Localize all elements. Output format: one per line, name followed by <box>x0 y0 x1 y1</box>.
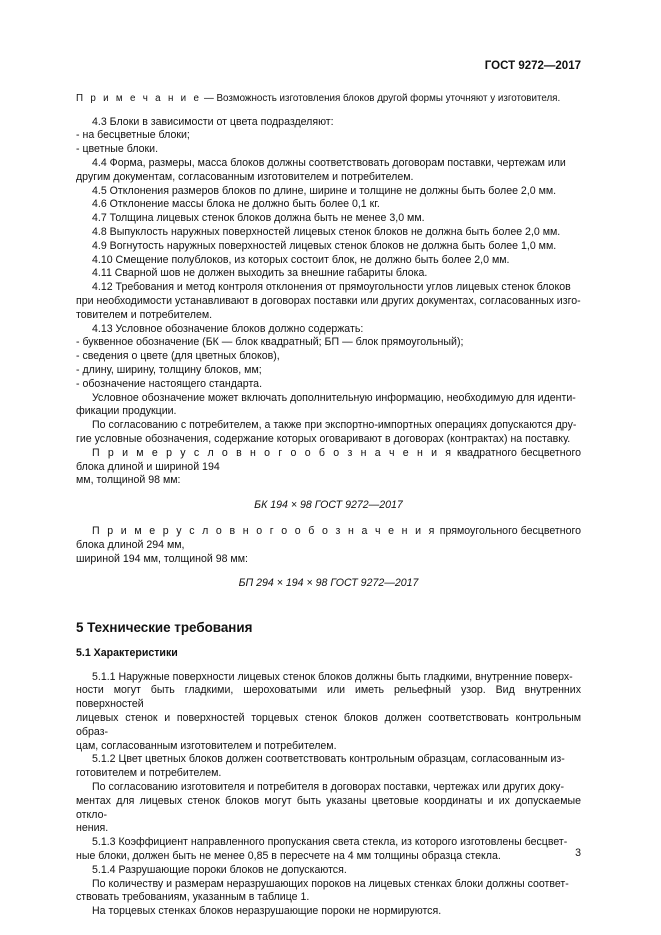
para-4-5: 4.5 Отклонения размеров блоков по длине, ширине и толщине не должны быть более 2,0 мм. <box>92 184 557 197</box>
subsection-5-1-title: 5.1 Характеристики <box>76 646 178 659</box>
para-5-1-4-line3: ствовать требованиям, указанным в таблице 1. <box>76 891 310 904</box>
example-2-formula: БП 294 × 194 × 98 ГОСТ 9272—2017 <box>238 577 419 590</box>
document-code: ГОСТ 9272—2017 <box>484 60 581 72</box>
para-4-15-line1: По согласованию с потребителем, а также при экспортно-импортных операциях допускаются дру- <box>92 419 577 432</box>
list-item-4-13-b: - сведения о цвете (для цветных блоков), <box>76 350 280 363</box>
list-item-4-13-d: - обозначение настоящего стандарта. <box>76 377 263 390</box>
example-2-text: прямоугольного бесцветного блока длиной 294 мм, <box>76 524 581 551</box>
para-5-1-2-line4: ментах для лицевых стенок блоков могут быть указаны цветовые координаты и их допускаемые откло- <box>76 794 581 821</box>
note-label: П р и м е ч а н и е <box>76 92 202 104</box>
example-2-label: П р и м е р у с л о в н о г о о б о з н а ч е н и я <box>92 524 437 537</box>
note-text: — Возможность изготовления блоков другой формы уточняют у изготовителя. <box>201 92 561 104</box>
para-4-4-line2: другим документам, согласованным изготовителем и потребителем. <box>76 170 414 183</box>
para-5-1-1-line2: ности могут быть гладкими, шероховатыми или иметь рельефный узор. Вид внутренних поверхностей <box>76 684 581 711</box>
list-item-4-13-a: - буквенное обозначение (БК — блок квадратный; БП — блок прямоугольный); <box>76 336 464 349</box>
para-4-7: 4.7 Толщина лицевых стенок блоков должна быть не менее 3,0 мм. <box>92 212 425 225</box>
para-4-14-line1: Условное обозначение может включать дополнительную информацию, необходимую для иденти- <box>92 391 576 404</box>
para-4-12-line3: товителем и потребителем. <box>76 308 213 321</box>
para-5-1-1-line1: 5.1.1 Наружные поверхности лицевых стенок блоков должны быть гладкими, внутренние поверх- <box>92 670 573 683</box>
example-1-text: квадратного бесцветного блока длиной и шириной 194 <box>76 446 581 473</box>
para-4-6: 4.6 Отклонение массы блока не должно быть более 0,1 кг. <box>92 198 380 211</box>
para-4-14-line2: фикации продукции. <box>76 405 177 418</box>
para-4-12-line1: 4.12 Требования и метод контроля отклонения от прямоугольности углов лицевых стенок блоков <box>92 281 571 294</box>
para-5-1-4-line2: По количеству и размерам неразрушающих пороков на лицевых стенках блоки должны соответ- <box>92 877 569 890</box>
para-5-1-2-line5: нения. <box>76 822 109 835</box>
para-4-9: 4.9 Вогнутость наружных поверхностей лицевых стенок блоков не должна быть более 1,0 мм. <box>92 239 557 252</box>
para-4-13: 4.13 Условное обозначение блоков должно содержать: <box>92 322 364 335</box>
example-1-line2: мм, толщиной 98 мм: <box>76 474 181 487</box>
para-4-12-line2: при необходимости устанавливают в договорах поставки или других документах, согласованных изго- <box>76 294 581 307</box>
example-2-line2: шириной 194 мм, толщиной 98 мм: <box>76 552 248 565</box>
example-1-formula: БК 194 × 98 ГОСТ 9272—2017 <box>254 499 403 512</box>
para-4-10: 4.10 Смещение полублоков, из которых состоит блок, не должно быть более 2,0 мм. <box>92 253 510 266</box>
list-item-4-13-c: - длину, ширину, толщину блоков, мм; <box>76 363 262 376</box>
note <box>76 92 581 106</box>
section-5-title: 5 Технические требования <box>76 620 253 636</box>
list-item-4-3-b: - цветные блоки. <box>76 143 159 156</box>
example-1-label: П р и м е р у с л о в н о г о о б о з н а ч е н и я <box>92 446 454 459</box>
para-4-11: 4.11 Сварной шов не должен выходить за внешние габариты блока. <box>92 267 428 280</box>
list-item-4-3-a: - на бесцветные блоки; <box>76 129 190 142</box>
para-5-1-4: 5.1.4 Разрушающие пороки блоков не допускаются. <box>92 863 347 876</box>
para-5-1-2-line3: По согласованию изготовителя и потребителя в договорах поставки, чертежах или других доку- <box>92 781 564 794</box>
example-1-line1 <box>76 447 581 475</box>
para-5-1-3-line1: 5.1.3 Коэффициент направленного пропускания света стекла, из которого изготовлены бесцвет- <box>92 836 568 849</box>
page-number: 3 <box>575 847 581 859</box>
para-4-3: 4.3 Блоки в зависимости от цвета подразделяют: <box>92 115 334 128</box>
para-5-1-3-line2: ные блоки, должен быть не менее 0,85 в пересчете на 4 мм толщины образца стекла. <box>76 850 501 863</box>
para-4-4-line1: 4.4 Форма, размеры, масса блоков должны соответствовать договорам поставки, чертежам или <box>92 156 566 169</box>
para-5-1-1-line4: цам, согласованным изготовителем и потребителем. <box>76 739 337 752</box>
para-5-1-4-line4: На торцевых стенках блоков неразрушающие пороки не нормируются. <box>92 905 442 918</box>
para-5-1-2-line1: 5.1.2 Цвет цветных блоков должен соответствовать контрольным образцам, согласованным из- <box>92 753 565 766</box>
para-5-1-1-line3: лицевых стенок и поверхностей торцевых стенок блоков должен соответствовать контрольным образ- <box>76 712 581 738</box>
para-4-8: 4.8 Выпуклость наружных поверхностей лицевых стенок блоков не должна быть более 2,0 мм. <box>92 225 561 238</box>
para-4-15-line2: гие условные обозначения, содержание которых оговаривают в договорах (контрактах) на поставку. <box>76 432 571 445</box>
para-5-1-2-line2: готовителем и потребителем. <box>76 767 222 780</box>
example-2-line1 <box>76 525 581 553</box>
